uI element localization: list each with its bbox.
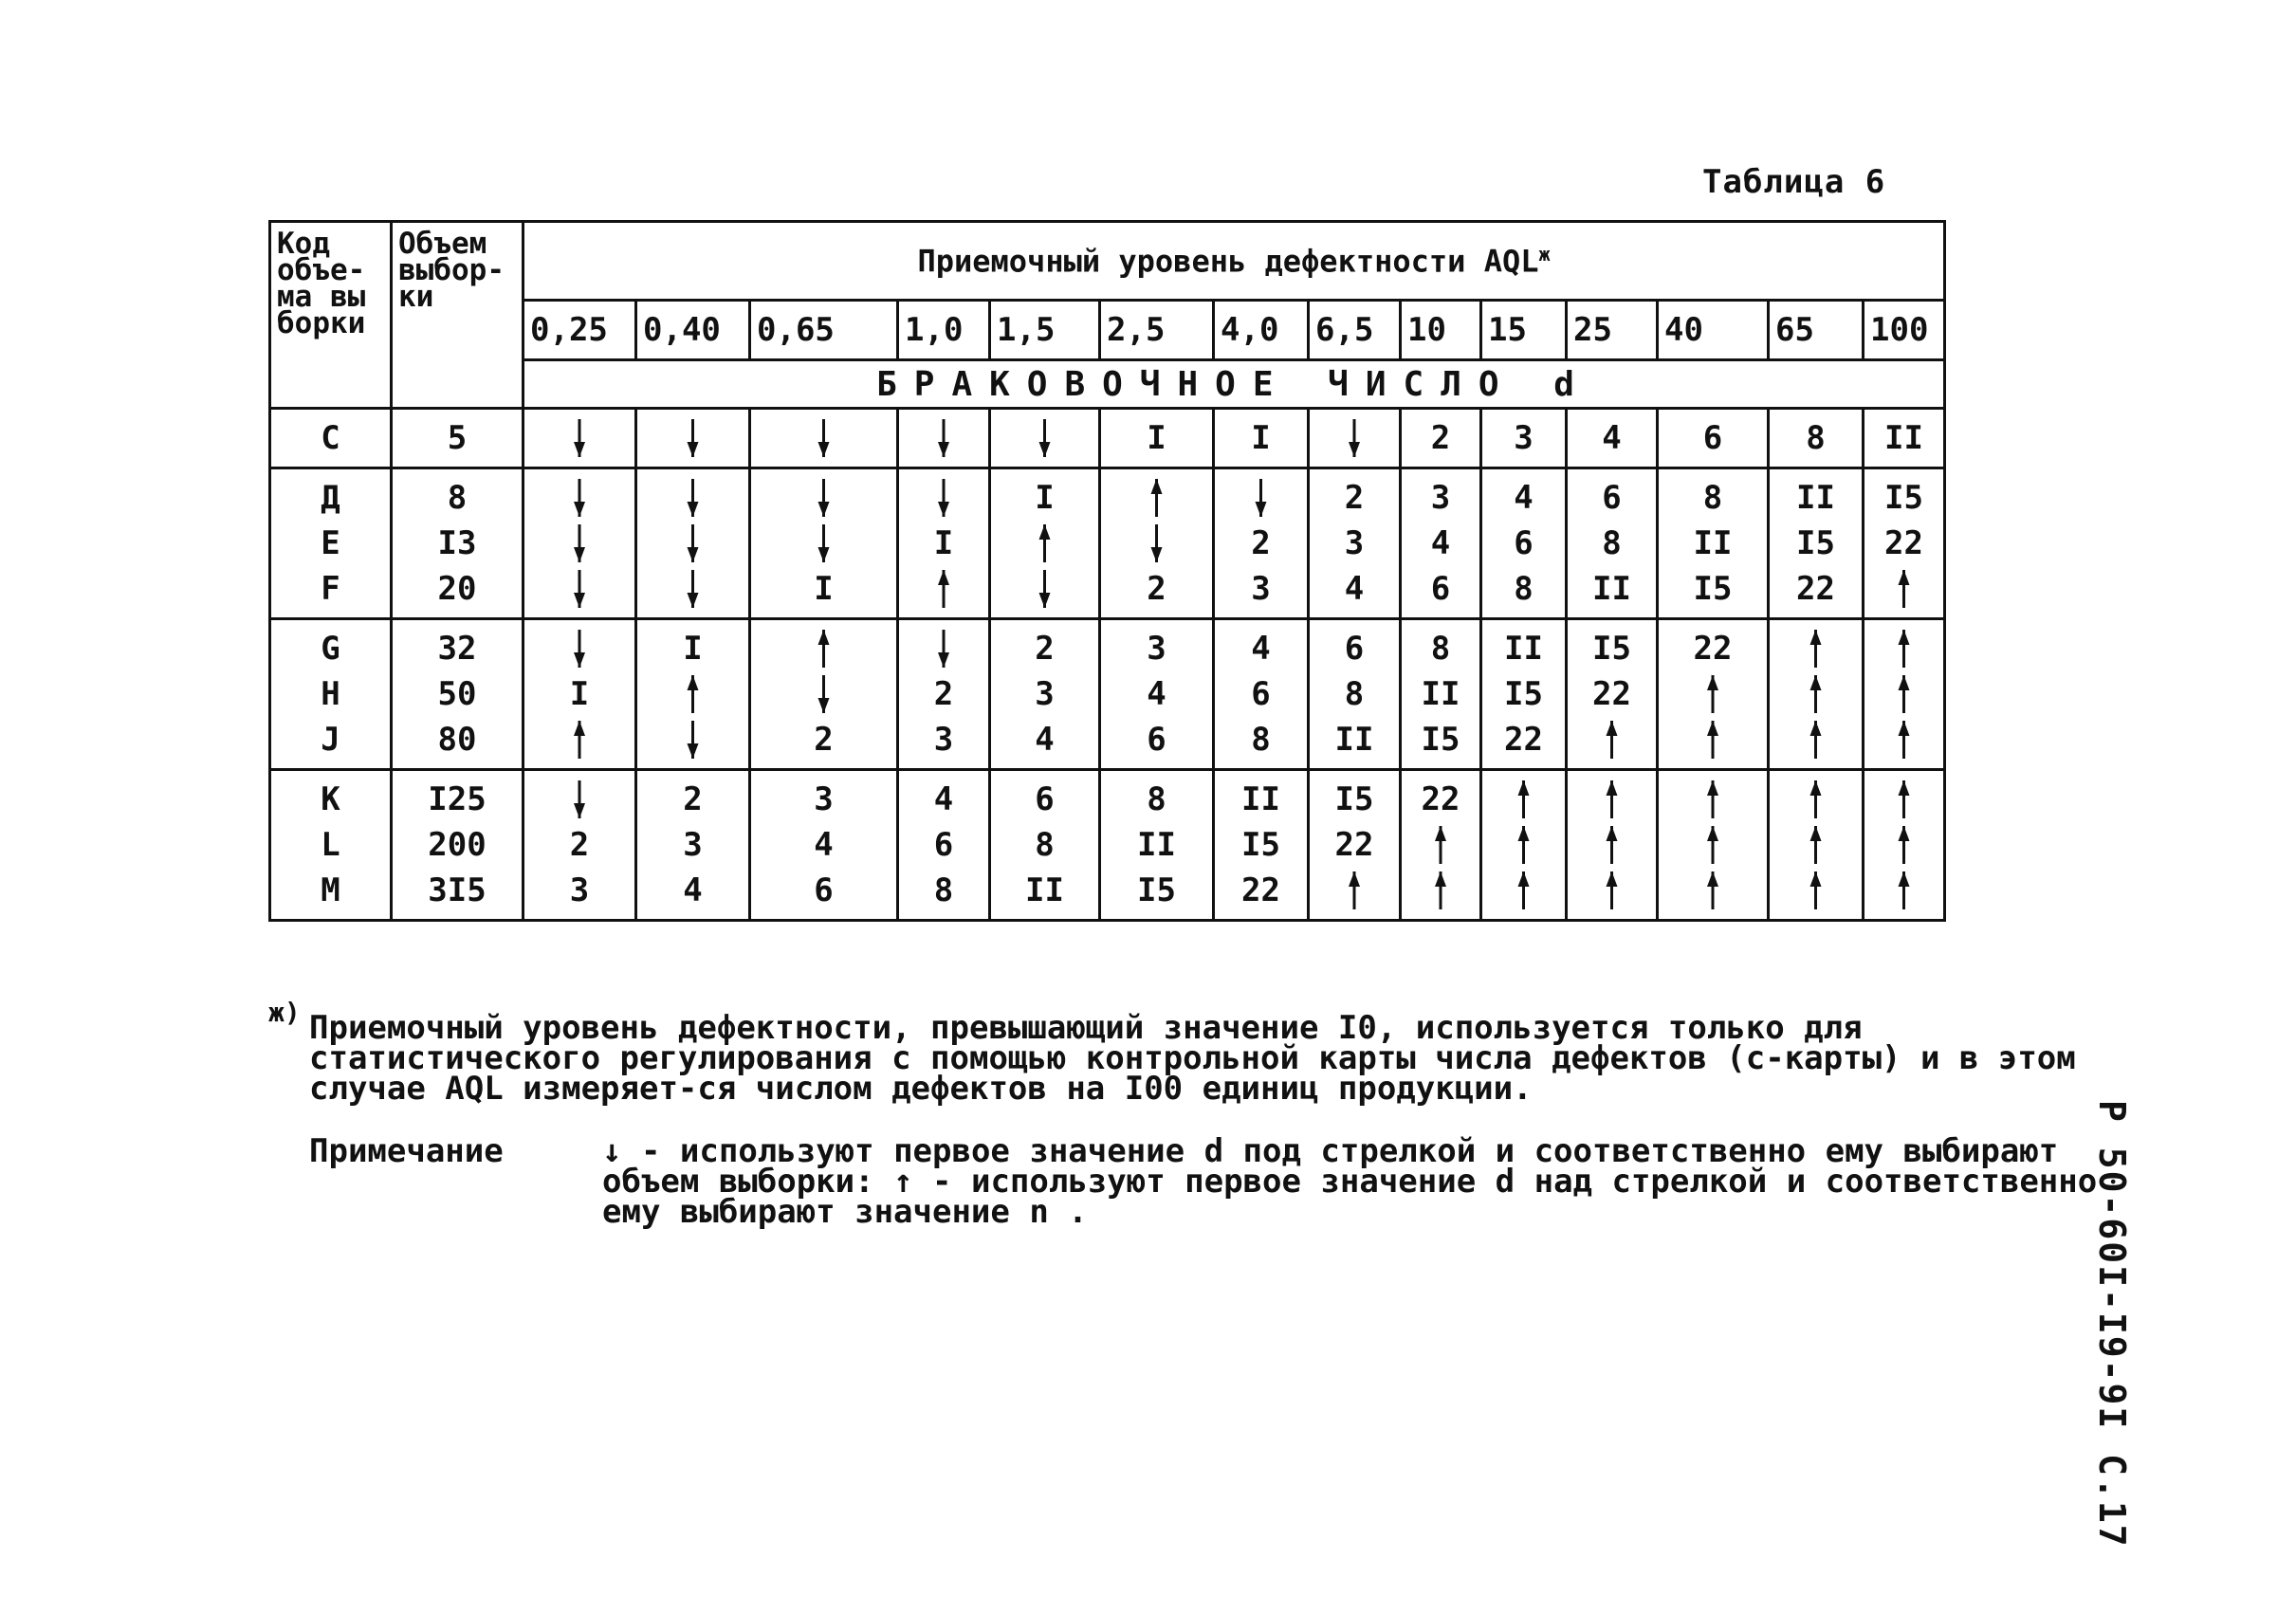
reject-number: 8 bbox=[933, 871, 954, 909]
reject-number-cell bbox=[1401, 619, 1481, 770]
reject-number bbox=[1101, 521, 1212, 566]
aql-table bbox=[268, 220, 1946, 922]
reject-number: 6 bbox=[933, 826, 954, 864]
reject-number bbox=[1482, 868, 1565, 913]
reject-number-cell bbox=[750, 770, 898, 921]
document-code: Р 50-60I-I9-9I С.17 bbox=[2091, 1100, 2133, 1549]
reject-number bbox=[1864, 566, 1943, 612]
reject-number: I5 bbox=[1241, 826, 1280, 864]
reject-number bbox=[899, 475, 988, 521]
reject-number bbox=[1568, 868, 1656, 913]
reject-number bbox=[1659, 822, 1767, 868]
reject-number bbox=[1659, 717, 1767, 762]
reject-number-cell bbox=[898, 770, 990, 921]
reject-number-cell bbox=[1214, 619, 1309, 770]
reject-number: I bbox=[933, 524, 954, 562]
reject-number bbox=[637, 475, 748, 521]
reject-number bbox=[1568, 777, 1656, 822]
reject-number-cell bbox=[1567, 468, 1658, 619]
reject-number: 2 bbox=[1147, 570, 1166, 608]
reject-number-cell bbox=[1100, 619, 1214, 770]
reject-number: 22 bbox=[1334, 826, 1374, 864]
reject-number: I5 bbox=[1504, 675, 1543, 713]
reject-number bbox=[637, 521, 748, 566]
sample-code-cell-value: E bbox=[321, 524, 340, 562]
reject-number bbox=[899, 415, 988, 461]
reject-number: 8 bbox=[1251, 721, 1271, 759]
header-code: Код объе-ма вы борки bbox=[270, 222, 392, 409]
reject-number: 3 bbox=[683, 826, 703, 864]
reject-number: 22 bbox=[1884, 524, 1923, 562]
reject-number bbox=[1770, 868, 1862, 913]
sample-size-cell-value: 8 bbox=[447, 479, 468, 517]
reject-number-cell bbox=[1214, 468, 1309, 619]
reject-number: I5 bbox=[1796, 524, 1835, 562]
reject-number: 3 bbox=[569, 871, 590, 909]
sample-code-cell-value: J bbox=[321, 721, 340, 759]
reject-number-cell bbox=[1769, 468, 1864, 619]
reject-number-cell bbox=[1658, 770, 1769, 921]
reject-number-cell bbox=[523, 770, 636, 921]
reject-number: I5 bbox=[1693, 570, 1733, 608]
reject-number: I5 bbox=[1137, 871, 1176, 909]
reject-number: II bbox=[1025, 871, 1064, 909]
reject-number: 3 bbox=[1344, 524, 1365, 562]
reject-number-cell bbox=[523, 619, 636, 770]
reject-number bbox=[637, 671, 748, 717]
reject-number bbox=[1864, 626, 1943, 671]
sample-code-cell-value: F bbox=[321, 570, 340, 608]
reject-number bbox=[1770, 777, 1862, 822]
reject-number-cell bbox=[636, 619, 750, 770]
reject-number bbox=[1101, 475, 1212, 521]
reject-number bbox=[1402, 868, 1479, 913]
reject-number bbox=[1864, 717, 1943, 762]
reject-number-cell bbox=[1658, 409, 1769, 468]
reject-number bbox=[991, 415, 1098, 461]
aql-level-cell: 2,5 bbox=[1100, 301, 1214, 360]
sample-code-cell bbox=[270, 409, 392, 468]
reject-number-cell bbox=[1481, 409, 1567, 468]
reject-number: 4 bbox=[814, 826, 834, 864]
reject-number: II bbox=[1421, 675, 1460, 713]
reject-number bbox=[637, 415, 748, 461]
reject-number-cell bbox=[1309, 770, 1401, 921]
reject-number bbox=[751, 475, 896, 521]
aql-level-cell: 15 bbox=[1481, 301, 1567, 360]
aql-level-cell: 40 bbox=[1658, 301, 1769, 360]
reject-number: 4 bbox=[1344, 570, 1365, 608]
reject-number bbox=[1770, 626, 1862, 671]
reject-number-cell bbox=[523, 468, 636, 619]
reject-number: II bbox=[1241, 780, 1280, 818]
reject-number: 6 bbox=[1147, 721, 1166, 759]
reject-number-cell bbox=[1100, 468, 1214, 619]
reject-number: 22 bbox=[1693, 630, 1733, 668]
sample-size-cell-value: 3I5 bbox=[428, 871, 487, 909]
reject-number bbox=[991, 521, 1098, 566]
reject-number-cell bbox=[990, 409, 1100, 468]
reject-number-cell bbox=[1567, 619, 1658, 770]
sample-code-cell-value: C bbox=[321, 419, 340, 457]
reject-number: I5 bbox=[1884, 479, 1923, 517]
reject-number-cell bbox=[1769, 770, 1864, 921]
sample-code-cell-value: Д bbox=[321, 479, 340, 517]
reject-number-cell bbox=[750, 468, 898, 619]
reject-number: II bbox=[1137, 826, 1176, 864]
down-arrow-icon: ↓ bbox=[602, 1132, 622, 1170]
footnote-text: Приемочный уровень дефектности, превышающий значение I0, используется только для статистического регулирования с помощью контрольной карты числа дефектов (с-карты) и в этом случае AQL измеряет-ся числом дефектов на I00 единиц продукции. bbox=[309, 1009, 2076, 1108]
reject-number bbox=[751, 626, 896, 671]
reject-number: 4 bbox=[1602, 419, 1622, 457]
reject-number bbox=[751, 521, 896, 566]
reject-number bbox=[637, 566, 748, 612]
sample-size-cell bbox=[392, 468, 523, 619]
table-title: Таблица 6 bbox=[1702, 163, 1886, 201]
reject-number-cell bbox=[1309, 619, 1401, 770]
reject-number-cell bbox=[750, 409, 898, 468]
reject-number bbox=[524, 717, 634, 762]
reject-number: 4 bbox=[1147, 675, 1166, 713]
reject-number bbox=[524, 626, 634, 671]
sample-code-cell-value: M bbox=[321, 871, 340, 909]
reject-number: 8 bbox=[1035, 826, 1055, 864]
reject-number bbox=[1310, 415, 1399, 461]
reject-number: 2 bbox=[1035, 630, 1055, 668]
reject-number: II bbox=[1884, 419, 1923, 457]
reject-number: 6 bbox=[1514, 524, 1534, 562]
reject-number bbox=[524, 521, 634, 566]
reject-number-cell bbox=[990, 619, 1100, 770]
reject-number: 3 bbox=[1251, 570, 1271, 608]
reject-number: 6 bbox=[1035, 780, 1055, 818]
reject-number bbox=[524, 475, 634, 521]
sample-code-cell-value: H bbox=[321, 675, 340, 713]
reject-number: 4 bbox=[1514, 479, 1534, 517]
aql-level-cell: 0,65 bbox=[750, 301, 898, 360]
table-row bbox=[270, 619, 1945, 770]
reject-number bbox=[1402, 822, 1479, 868]
reject-number-cell bbox=[1401, 468, 1481, 619]
reject-number: II bbox=[1796, 479, 1835, 517]
sample-code-cell bbox=[270, 770, 392, 921]
table-row bbox=[270, 770, 1945, 921]
reject-number bbox=[1568, 822, 1656, 868]
reject-number bbox=[1770, 717, 1862, 762]
reject-number-cell bbox=[1658, 619, 1769, 770]
reject-number-cell bbox=[523, 409, 636, 468]
reject-number-label: БРАКОВОЧНОЕ ЧИСЛО d bbox=[523, 360, 1945, 409]
sample-size-cell bbox=[392, 619, 523, 770]
up-arrow-icon: ↑ bbox=[893, 1163, 913, 1201]
reject-number: 8 bbox=[1430, 630, 1451, 668]
reject-number bbox=[1864, 777, 1943, 822]
reject-number: 6 bbox=[1702, 419, 1723, 457]
reject-number: 8 bbox=[1806, 419, 1826, 457]
reject-number bbox=[1310, 868, 1399, 913]
reject-number: 8 bbox=[1602, 524, 1622, 562]
reject-number-cell bbox=[1401, 770, 1481, 921]
sample-size-cell bbox=[392, 409, 523, 468]
sample-size-cell bbox=[392, 770, 523, 921]
reject-number: 3 bbox=[814, 780, 834, 818]
reject-number: 6 bbox=[1430, 570, 1451, 608]
reject-number-cell bbox=[1214, 409, 1309, 468]
reject-number: I5 bbox=[1421, 721, 1460, 759]
sample-size-cell-value: I3 bbox=[437, 524, 477, 562]
reject-number: 22 bbox=[1241, 871, 1280, 909]
reject-number: 2 bbox=[1430, 419, 1451, 457]
reject-number: 22 bbox=[1421, 780, 1460, 818]
table-row bbox=[270, 468, 1945, 619]
reject-number-cell bbox=[1309, 409, 1401, 468]
reject-number: 4 bbox=[1430, 524, 1451, 562]
sample-size-cell-value: 200 bbox=[428, 826, 487, 864]
reject-number: 2 bbox=[1344, 479, 1365, 517]
reject-number bbox=[1482, 822, 1565, 868]
reject-number bbox=[1659, 868, 1767, 913]
reject-number bbox=[1864, 822, 1943, 868]
reject-number: I bbox=[1251, 419, 1271, 457]
reject-number bbox=[899, 626, 988, 671]
reject-number bbox=[1864, 671, 1943, 717]
reject-number-cell bbox=[1864, 619, 1945, 770]
note-up-text: - используют первое значение d над стрелкой и соответственно ему выбирают значение n . bbox=[602, 1163, 2098, 1231]
reject-number: II bbox=[1592, 570, 1631, 608]
aql-level-cell: 10 bbox=[1401, 301, 1481, 360]
reject-number-cell bbox=[1864, 770, 1945, 921]
reject-number: 22 bbox=[1504, 721, 1543, 759]
reject-number: II bbox=[1693, 524, 1733, 562]
sample-size-cell-value: 50 bbox=[437, 675, 477, 713]
sample-size-cell-value: 20 bbox=[437, 570, 477, 608]
reject-number-cell bbox=[1769, 619, 1864, 770]
sample-size-cell-value: I25 bbox=[428, 780, 487, 818]
reject-number-cell bbox=[1309, 468, 1401, 619]
sample-code-cell-value: L bbox=[321, 826, 340, 864]
reject-number: 2 bbox=[569, 826, 590, 864]
reject-number-cell bbox=[1100, 409, 1214, 468]
reject-number bbox=[751, 671, 896, 717]
reject-number: 4 bbox=[933, 780, 954, 818]
reject-number: 4 bbox=[683, 871, 703, 909]
reject-number bbox=[1770, 822, 1862, 868]
reject-number: I bbox=[1147, 419, 1166, 457]
reject-number bbox=[1659, 777, 1767, 822]
reject-number: 2 bbox=[814, 721, 834, 759]
reject-number: 8 bbox=[1344, 675, 1365, 713]
note-down-text: - используют первое значение d под стрелкой и соответственно ему выбирают объем выборки: bbox=[602, 1132, 2059, 1201]
aql-heading-text: Приемочный уровень дефектности AQL bbox=[917, 243, 1539, 280]
reject-number: I5 bbox=[1592, 630, 1631, 668]
reject-number-cell bbox=[750, 619, 898, 770]
reject-number bbox=[524, 777, 634, 822]
reject-number: I bbox=[1035, 479, 1055, 517]
reject-number: II bbox=[1334, 721, 1374, 759]
aql-footnote-mark: ж bbox=[1538, 242, 1551, 266]
reject-number-cell bbox=[990, 468, 1100, 619]
reject-number bbox=[1568, 717, 1656, 762]
reject-number: 3 bbox=[933, 721, 954, 759]
reject-number: I5 bbox=[1334, 780, 1374, 818]
reject-number-cell bbox=[1100, 770, 1214, 921]
reject-number bbox=[899, 566, 988, 612]
sample-code-cell-value: G bbox=[321, 630, 340, 668]
reject-number: 3 bbox=[1147, 630, 1166, 668]
reject-number bbox=[1215, 475, 1307, 521]
reject-number: 3 bbox=[1035, 675, 1055, 713]
reject-number-cell bbox=[1401, 409, 1481, 468]
reject-number-cell bbox=[990, 770, 1100, 921]
sample-size-cell-value: 32 bbox=[437, 630, 477, 668]
footnote-mark: ж) bbox=[268, 997, 301, 1028]
reject-number-cell bbox=[898, 468, 990, 619]
sample-code-cell bbox=[270, 619, 392, 770]
reject-number: 3 bbox=[1514, 419, 1534, 457]
sample-size-cell-value: 80 bbox=[437, 721, 477, 759]
reject-number: 8 bbox=[1702, 479, 1723, 517]
header-aql bbox=[523, 222, 1945, 301]
reject-number bbox=[524, 415, 634, 461]
sample-size-cell-value: 5 bbox=[447, 419, 468, 457]
reject-number bbox=[991, 566, 1098, 612]
reject-number-cell bbox=[1567, 409, 1658, 468]
reject-number-cell bbox=[1864, 409, 1945, 468]
note-text bbox=[602, 1132, 2129, 1231]
aql-level-cell: 6,5 bbox=[1309, 301, 1401, 360]
reject-number-cell bbox=[1481, 770, 1567, 921]
reject-number: 2 bbox=[1251, 524, 1271, 562]
reject-number-cell bbox=[636, 409, 750, 468]
sample-code-cell-value: K bbox=[321, 780, 340, 818]
reject-number: 2 bbox=[683, 780, 703, 818]
reject-number-cell bbox=[636, 770, 750, 921]
reject-number: 8 bbox=[1514, 570, 1534, 608]
reject-number bbox=[1659, 671, 1767, 717]
aql-level-cell: 0,40 bbox=[636, 301, 750, 360]
reject-number: 22 bbox=[1796, 570, 1835, 608]
reject-number bbox=[1482, 777, 1565, 822]
reject-number: 6 bbox=[1344, 630, 1365, 668]
reject-number-cell bbox=[1864, 468, 1945, 619]
reject-number: 6 bbox=[1251, 675, 1271, 713]
reject-number: I bbox=[814, 570, 834, 608]
reject-number: I bbox=[569, 675, 590, 713]
reject-number bbox=[637, 717, 748, 762]
header-sample-size: Объем выбор-ки bbox=[392, 222, 523, 409]
aql-level-cell: 1,5 bbox=[990, 301, 1100, 360]
aql-level-cell: 100 bbox=[1864, 301, 1945, 360]
reject-number bbox=[1770, 671, 1862, 717]
aql-level-cell: 0,25 bbox=[523, 301, 636, 360]
reject-number: 3 bbox=[1430, 479, 1451, 517]
reject-number: 2 bbox=[933, 675, 954, 713]
reject-number-cell bbox=[898, 409, 990, 468]
sample-code-cell bbox=[270, 468, 392, 619]
reject-number-cell bbox=[1567, 770, 1658, 921]
table-row bbox=[270, 409, 1945, 468]
reject-number bbox=[1864, 868, 1943, 913]
reject-number bbox=[751, 415, 896, 461]
aql-level-cell: 25 bbox=[1567, 301, 1658, 360]
reject-number: I bbox=[683, 630, 703, 668]
reject-number-cell bbox=[898, 619, 990, 770]
reject-number bbox=[524, 566, 634, 612]
aql-level-cell: 1,0 bbox=[898, 301, 990, 360]
reject-number-cell bbox=[1658, 468, 1769, 619]
reject-number-cell bbox=[636, 468, 750, 619]
reject-number-cell bbox=[1769, 409, 1864, 468]
reject-number: 6 bbox=[1602, 479, 1622, 517]
aql-level-cell: 65 bbox=[1769, 301, 1864, 360]
reject-number: 4 bbox=[1035, 721, 1055, 759]
reject-number-cell bbox=[1214, 770, 1309, 921]
reject-number: 4 bbox=[1251, 630, 1271, 668]
reject-number: 22 bbox=[1592, 675, 1631, 713]
note-label: Примечание bbox=[309, 1132, 504, 1170]
reject-number-cell bbox=[1481, 619, 1567, 770]
reject-number: II bbox=[1504, 630, 1543, 668]
reject-number: 8 bbox=[1147, 780, 1166, 818]
reject-number-cell bbox=[1481, 468, 1567, 619]
aql-level-cell: 4,0 bbox=[1214, 301, 1309, 360]
reject-number: 6 bbox=[814, 871, 834, 909]
